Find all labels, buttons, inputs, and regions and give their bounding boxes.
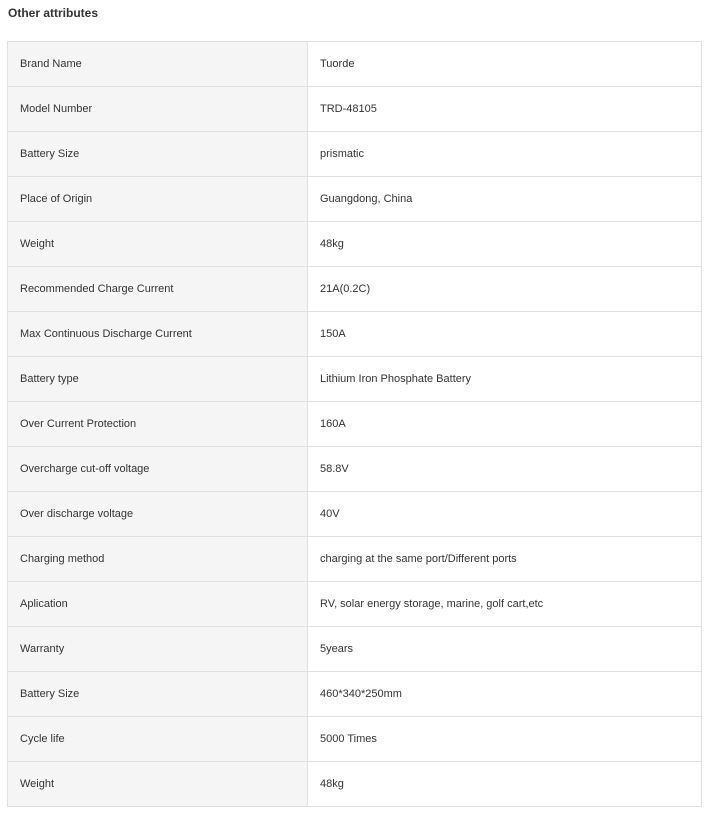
attribute-name: Brand Name — [8, 42, 308, 87]
table-row — [8, 222, 702, 267]
table-row — [8, 492, 702, 537]
attribute-value: 40V — [308, 492, 702, 537]
attribute-value: 460*340*250mm — [308, 672, 702, 717]
attribute-value: 150A — [308, 312, 702, 357]
attribute-name: Cycle life — [8, 717, 308, 762]
attribute-value: 48kg — [308, 222, 702, 267]
attribute-name: Charging method — [8, 537, 308, 582]
section-title: Other attributes — [8, 6, 99, 20]
attribute-value: 5000 Times — [308, 717, 702, 762]
attribute-value: 5years — [308, 627, 702, 672]
table-row — [8, 672, 702, 717]
table-row — [8, 267, 702, 312]
attribute-name: Warranty — [8, 627, 308, 672]
attribute-name: Aplication — [8, 582, 308, 627]
attribute-name: Battery type — [8, 357, 308, 402]
table-row — [8, 627, 702, 672]
table-row — [8, 537, 702, 582]
attribute-value: TRD-48105 — [308, 87, 702, 132]
attribute-name: Max Continuous Discharge Current — [8, 312, 308, 357]
table-row — [8, 582, 702, 627]
attribute-name: Recommended Charge Current — [8, 267, 308, 312]
table-row — [8, 762, 702, 807]
attributes-table-body — [8, 42, 702, 807]
attribute-name: Overcharge cut-off voltage — [8, 447, 308, 492]
table-row — [8, 402, 702, 447]
attribute-value: Guangdong, China — [308, 177, 702, 222]
table-row — [8, 42, 702, 87]
attribute-name: Over Current Protection — [8, 402, 308, 447]
attribute-name: Place of Origin — [8, 177, 308, 222]
attribute-value: RV, solar energy storage, marine, golf cart,etc — [308, 582, 702, 627]
attribute-value: 160A — [308, 402, 702, 447]
attribute-value: prismatic — [308, 132, 702, 177]
table-row — [8, 177, 702, 222]
attribute-value: 21A(0.2C) — [308, 267, 702, 312]
table-row — [8, 357, 702, 402]
attribute-value: 48kg — [308, 762, 702, 807]
table-row — [8, 717, 702, 762]
attribute-name: Battery Size — [8, 132, 308, 177]
attribute-name: Weight — [8, 762, 308, 807]
table-row — [8, 87, 702, 132]
attribute-value: 58.8V — [308, 447, 702, 492]
attributes-table — [7, 41, 702, 807]
table-row — [8, 132, 702, 177]
table-row — [8, 312, 702, 357]
attribute-name: Over discharge voltage — [8, 492, 308, 537]
table-row — [8, 447, 702, 492]
attribute-name: Model Number — [8, 87, 308, 132]
attribute-value: Tuorde — [308, 42, 702, 87]
attribute-name: Weight — [8, 222, 308, 267]
attribute-value: Lithium Iron Phosphate Battery — [308, 357, 702, 402]
attribute-name: Battery Size — [8, 672, 308, 717]
attribute-value: charging at the same port/Different ports — [308, 537, 702, 582]
